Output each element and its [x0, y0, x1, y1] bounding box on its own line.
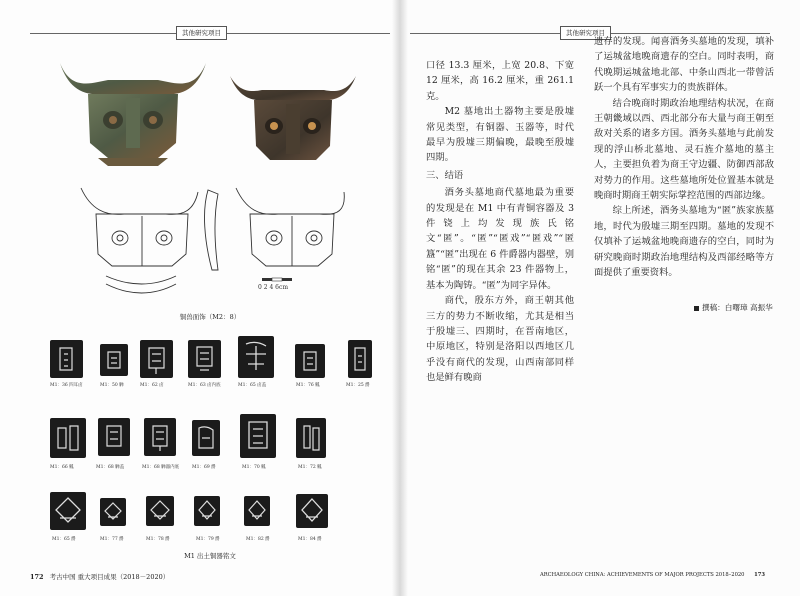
inscription-rubbing [194, 496, 220, 526]
inscription-rubbing [144, 418, 176, 456]
inscription-caption: M1：77 爵 [100, 537, 124, 542]
inscription-caption: M1：36 四耳卣 [50, 383, 83, 388]
inscription-rubbing [296, 418, 326, 458]
author-credit [694, 302, 773, 313]
author-text: 撰稿：白曙璋 高振华 [702, 303, 773, 312]
paragraph: 口径 13.3 厘米，上宽 20.8、下宽 12 厘米，高 16.2 厘米，重 261.1 克。 [426, 60, 574, 102]
inscription-figure-caption: M1 出土铜器铭文 [184, 552, 236, 560]
inscription-caption: M1：72 觚 [298, 465, 322, 470]
bronze-mask-photo-1 [58, 58, 208, 168]
inscription-caption: M1：69 爵 [192, 465, 216, 470]
inscription-rubbing [140, 340, 173, 378]
inscription-rubbing [100, 344, 128, 376]
inscription-rubbing [50, 492, 86, 530]
inscription-caption: M1：66 觚 [50, 465, 74, 470]
inscription-caption: M1：84 爵 [298, 537, 322, 542]
scale-label: 0 2 4 6cm [258, 284, 289, 291]
inscription-caption: M1：50 觯 [100, 383, 124, 388]
right-page [400, 0, 800, 596]
inscription-caption: M1：79 爵 [196, 537, 220, 542]
paragraph: 综上所述，酒务头墓地为“匿”族家族墓地，时代为殷墟三期至四期。墓地的发现不仅填补了运城盆地晚商遗存的空白，同时为研究晚商时期政治地理结构及西部经略等方面提供了重要资料。 [594, 205, 774, 279]
bronze-mask-photo-2 [228, 68, 358, 168]
paragraph: 遗存的发现。闻喜酒务头墓地的发现，填补了运城盆地晚商遗存的空白。同时表明，商代晚期运城盆地北部、中条山西北一带曾活跃一个具有军事实力的贵族群体。 [594, 36, 774, 94]
inscription-rubbing [296, 494, 328, 528]
inscription-caption: M1：65 爵 [52, 537, 76, 542]
inscription-caption: M1：68 觯盖 [96, 465, 125, 470]
inscription-caption: M1：70 觚 [242, 465, 266, 470]
inscription-rubbing [240, 414, 276, 458]
paragraph: 结合晚商时期政治地理结构状况，在商王朝畿域以西、西北部分布大量与商王朝至敌对关系的诸多方国。酒务头墓地与此前发现的浮山桥北墓地、灵石旌介墓地的墓主人，主要担负着为商王守边疆、防御西部敌对势力的作用。这些墓地所处位置基本就是晚商时期商王朝实际掌控范围的西部边缘。 [594, 97, 774, 202]
inscription-rubbing [238, 336, 274, 378]
inscription-rubbing [188, 340, 221, 378]
gutter-shadow [392, 0, 408, 596]
figure-caption: 铜兽面饰（M2：8） [179, 313, 241, 321]
inscription-caption: M1：78 爵 [146, 537, 170, 542]
page-number: 172 [30, 573, 44, 581]
footer-right [540, 572, 771, 578]
bronze-mask-line-drawing [76, 180, 346, 310]
inscription-rubbing [50, 418, 86, 458]
inscription-rubbing [348, 340, 372, 378]
inscription-rubbing [100, 498, 126, 526]
inscription-caption: M1：65 卣盖 [238, 383, 267, 388]
paragraph: 商代，殷东方外，商王朝其他三方的势力不断收缩，尤其是相当于殷墟三、四期时，在晋南地区，中原地区，特别是洛阳以西地区几乎没有商代的发现，山西南部同样也是鲜有晚商 [426, 295, 574, 384]
section-heading: 三、结语 [426, 169, 464, 181]
footer-title: ARCHAEOLOGY CHINA: ACHIEVEMENTS OF MAJOR PROJECTS 2018–2020 [540, 572, 745, 578]
inscription-rubbing [146, 496, 174, 526]
inscription-rubbing [192, 420, 220, 456]
header-tab-right: 其他研究项目 [560, 26, 611, 40]
page-number: 173 [754, 572, 765, 578]
text-column-left [426, 58, 574, 386]
square-bullet-icon [694, 306, 699, 311]
paragraph: M2 墓地出土器物主要是殷墟常见类型，有铜器、玉器等，时代最早为殷墟三期偏晚，最晚至殷墟四期。 [426, 106, 574, 164]
text-column-right [594, 34, 774, 281]
inscription-caption: M1：76 觚 [296, 383, 320, 388]
inscription-caption: M1：25 爵 [346, 383, 370, 388]
scale-bar [262, 278, 292, 281]
inscription-rubbing [50, 340, 83, 378]
inscription-caption: M1：68 觯器内底 [142, 465, 180, 470]
inscription-rubbing [244, 496, 270, 526]
inscription-rubbing [98, 418, 130, 456]
inscription-caption: M1：82 爵 [246, 537, 270, 542]
paragraph: 酒务头墓地商代墓地最为重要的发现是在 M1 中有青铜容器及 3 件铙上均发现族氏铭文“匿”。“匿”“匿戏”“匿戏”“匿簋”“匿”出现在 6 件爵器内器壁，别铭“匿”的现在其余 23 件器物上，基本为陶铸。“匿”为同字异体。 [426, 187, 574, 291]
header-tab-left: 其他研究项目 [176, 26, 227, 40]
inscription-rubbing [295, 344, 325, 378]
footer-left [30, 572, 169, 581]
inscription-caption: M1：63 卣内底 [188, 383, 221, 388]
inscription-caption: M1：62 卣 [140, 383, 164, 388]
footer-title: 考古中国 重大项目成果（2018－2020） [49, 573, 170, 581]
